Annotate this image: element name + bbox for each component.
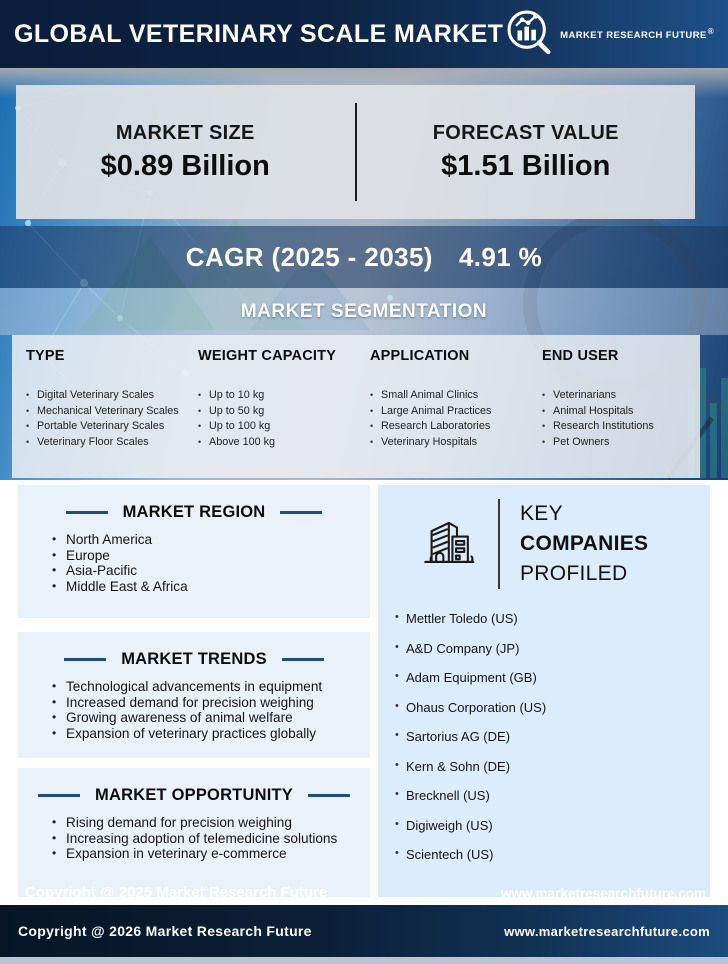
market-trends-title: MARKET TRENDS [121,650,267,668]
list-item: • Europe [52,548,360,564]
segment-header: WEIGHT CAPACITY [198,348,337,364]
cagr-label: CAGR (2025 - 2035) [185,241,433,272]
market-region-heading [18,485,370,522]
list-item: • Large Animal Practices [370,404,528,420]
list-item: • Asia-Pacific [52,563,360,579]
market-opportunity-heading [18,768,370,805]
heading-dash-right [280,511,322,514]
market-size-stat [16,122,355,183]
list-item: • Growing awareness of animal welfare [52,710,360,726]
key-companies-title-line1: KEY [520,502,563,525]
page-title: GLOBAL VETERINARY SCALE MARKET [14,19,504,48]
list-item: • North America [52,532,360,548]
list-item: • Expansion in veterinary e-commerce [52,846,360,862]
mrf-logo-icon [506,9,552,60]
heading-dash-left [38,794,80,797]
watermark-copyright: Copyright @ 2025 Market Research Future [25,884,328,901]
list-item: • Mechanical Veterinary Scales [26,404,184,420]
list-item: • Up to 50 kg [198,404,356,420]
key-companies-title-line2: COMPANIES [520,532,649,555]
brand-logo [506,9,714,60]
segmentation-title-band [0,288,728,335]
key-companies-title-line3: PROFILED [520,562,628,585]
segment-column-weight-capacity [184,348,356,478]
list-item: • Scientech (US) [395,847,702,862]
key-companies-header [378,485,710,589]
details-section [0,480,728,905]
segment-header: TYPE [26,348,65,364]
segment-list [26,388,184,450]
list-item: • Sartorius AG (DE) [395,729,702,744]
market-opportunity-card [18,768,370,897]
list-item: • Digital Veterinary Scales [26,388,184,404]
bottom-strip [0,957,728,964]
market-region-list [18,532,370,594]
list-item: • Technological advancements in equipment [52,679,360,695]
segment-list [370,388,528,450]
list-item: • Increased demand for precision weighing [52,695,360,711]
list-item: • Middle East & Africa [52,579,360,595]
list-item: • Portable Veterinary Scales [26,419,184,435]
key-companies-card [378,485,710,897]
list-item: • Veterinarians [542,388,700,404]
forecast-value-value: $1.51 Billion [441,149,611,182]
segment-list [198,388,356,450]
stats-panel [16,85,695,219]
list-item: • Veterinary Hospitals [370,435,528,451]
footer-website: www.marketresearchfuture.com [504,923,710,939]
building-icon [418,511,476,578]
hero-collage-section [0,68,728,480]
market-size-label: MARKET SIZE [115,121,255,144]
list-item: • Pet Owners [542,435,700,451]
market-trends-card [18,632,370,758]
market-region-card [18,485,370,618]
forecast-value-label: FORECAST VALUE [432,121,619,144]
key-companies-title [520,499,648,589]
market-region-title: MARKET REGION [122,503,266,521]
segment-list [542,388,700,450]
list-item: • Animal Hospitals [542,404,700,420]
list-item: • Small Animal Clinics [370,388,528,404]
watermark-website: www.marketresearchfuture.com [500,886,706,901]
segment-header: END USER [542,348,619,364]
heading-dash-left [66,511,108,514]
companies-header-divider [498,499,500,589]
segmentation-panel [12,335,700,478]
footer-bar [0,905,728,957]
cagr-band [0,226,728,288]
list-item: • Increasing adoption of telemedicine solutions [52,831,360,847]
list-item: • Mettler Toledo (US) [395,611,702,626]
list-item: • A&D Company (JP) [395,641,702,656]
brand-name: MARKET RESEARCH FUTURE® [560,26,714,41]
market-opportunity-title: MARKET OPPORTUNITY [95,786,293,804]
list-item: • Up to 100 kg [198,419,356,435]
segmentation-title: MARKET SEGMENTATION [240,300,488,322]
forecast-value-stat [357,122,696,183]
market-trends-heading [18,632,370,669]
cagr-value: 4.91 % [458,241,543,272]
segment-column-application [356,348,528,478]
segment-header: APPLICATION [370,348,470,364]
heading-dash-right [282,658,324,661]
market-size-value: $0.89 Billion [100,149,270,182]
list-item: • Rising demand for precision weighing [52,815,360,831]
key-companies-list [378,611,710,862]
list-item: • Research Institutions [542,419,700,435]
list-item: • Expansion of veterinary practices globally [52,726,360,742]
heading-dash-right [308,794,350,797]
heading-dash-left [64,658,106,661]
header-bar [0,0,728,68]
list-item: • Ohaus Corporation (US) [395,700,702,715]
list-item: • Brecknell (US) [395,788,702,803]
list-item: • Up to 10 kg [198,388,356,404]
footer-copyright: Copyright @ 2026 Market Research Future [18,923,312,939]
list-item: • Above 100 kg [198,435,356,451]
market-opportunity-list [18,815,370,862]
list-item: • Digiweigh (US) [395,818,702,833]
registered-mark: ® [707,26,714,36]
segment-column-end-user [528,348,700,478]
segment-column-type [12,348,184,478]
list-item: • Research Laboratories [370,419,528,435]
list-item: • Veterinary Floor Scales [26,435,184,451]
list-item: • Kern & Sohn (DE) [395,759,702,774]
list-item: • Adam Equipment (GB) [395,670,702,685]
market-trends-list [18,679,370,741]
